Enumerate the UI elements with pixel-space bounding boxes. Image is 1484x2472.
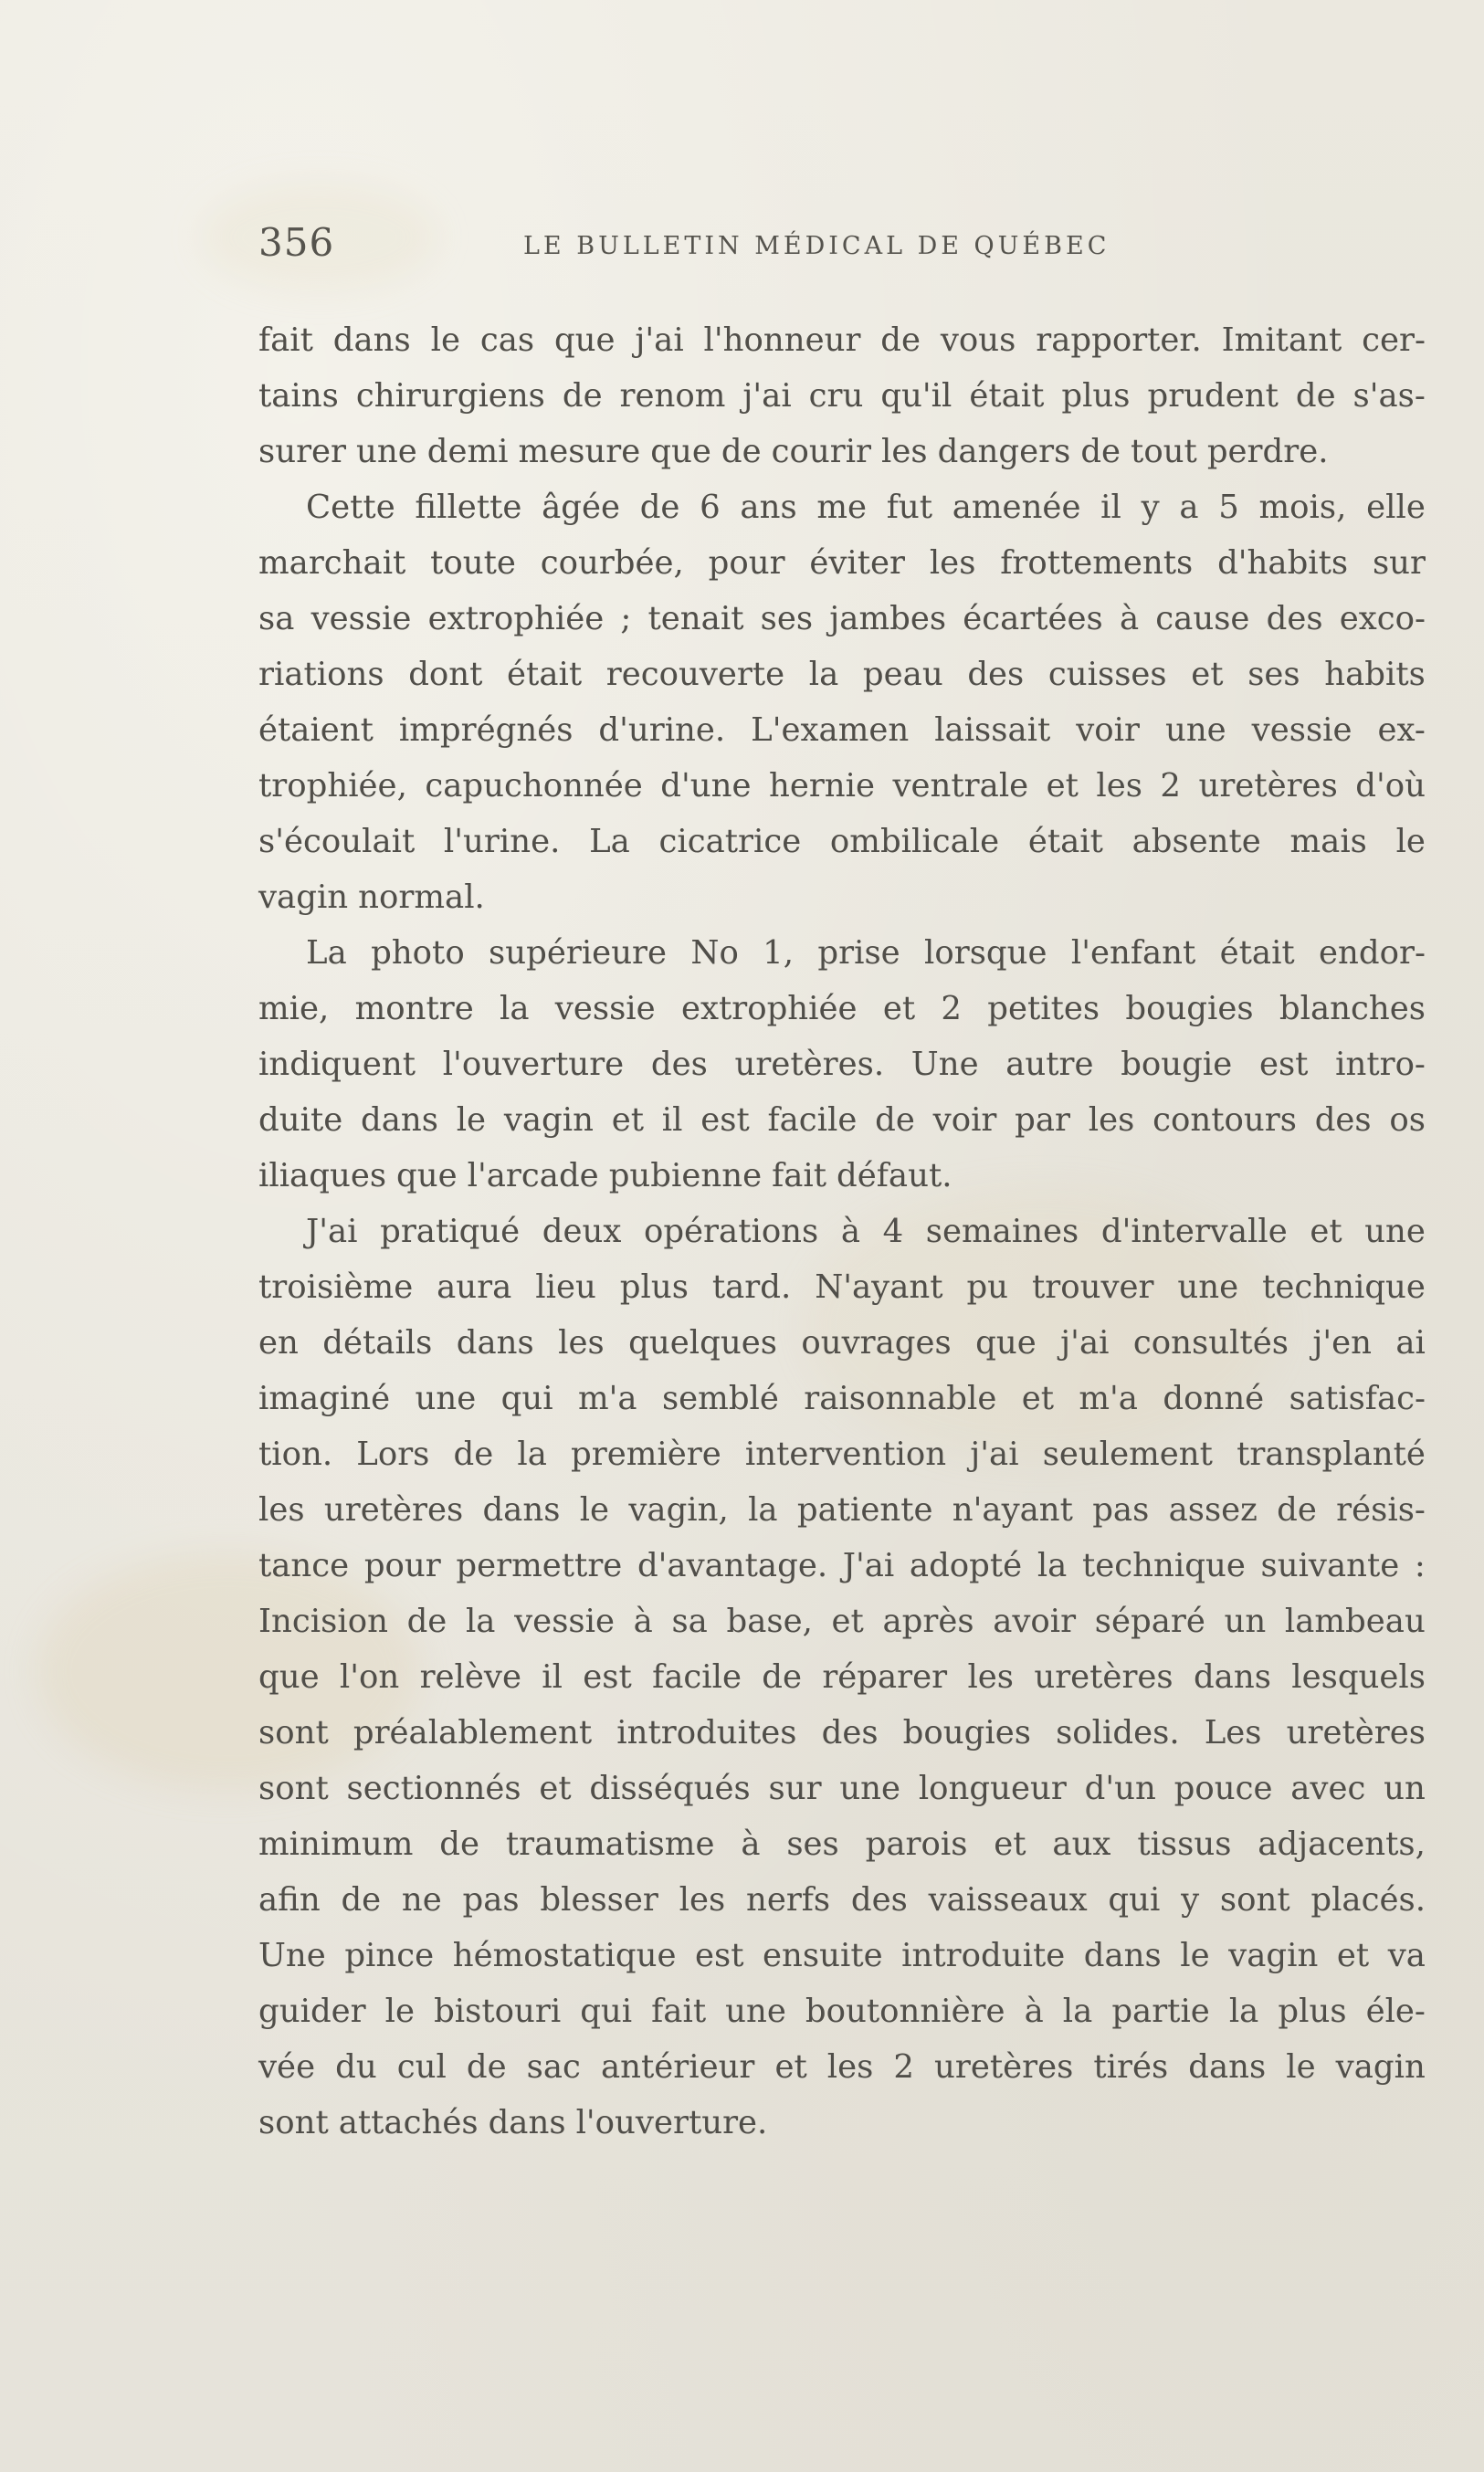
text-line: vée du cul de sac antérieur et les 2 uretères tirés dans le vagin [258, 2048, 1426, 2086]
text-line: tains chirurgiens de renom j'ai cru qu'il était plus prudent de s'as- [258, 377, 1426, 415]
page-header [258, 216, 1208, 270]
text-line: mie, montre la vessie extrophiée et 2 petites bougies blanches [258, 990, 1426, 1027]
text-line: sa vessie extrophiée ; tenait ses jambes écartées à cause des exco- [258, 600, 1426, 637]
paragraph [258, 1204, 1426, 2151]
text-line: vagin normal. [258, 878, 485, 916]
text-line: étaient imprégnés d'urine. L'examen laissait voir une vessie ex- [258, 711, 1426, 749]
text-line: que l'on relève il est facile de réparer les uretères dans lesquels [258, 1658, 1426, 1696]
text-line: afin de ne pas blesser les nerfs des vaisseaux qui y sont placés. [258, 1881, 1426, 1919]
article-body [258, 312, 1426, 2151]
text-line: troisième aura lieu plus tard. N'ayant pu trouver une technique [258, 1268, 1426, 1306]
running-title: LE BULLETIN MÉDICAL DE QUÉBEC [523, 232, 1110, 260]
text-line: tance pour permettre d'avantage. J'ai adopté la technique suivante : [258, 1547, 1426, 1584]
text-line: marchait toute courbée, pour éviter les frottements d'habits sur [258, 544, 1426, 582]
text-line: Cette fillette âgée de 6 ans me fut amenée il y a 5 mois, elle [306, 489, 1426, 526]
text-line: Une pince hémostatique est ensuite introduite dans le vagin et va [258, 1937, 1426, 1974]
text-line: minimum de traumatisme à ses parois et aux tissus adjacents, [258, 1825, 1426, 1863]
paragraph [258, 925, 1426, 1204]
text-line: s'écoulait l'urine. La cicatrice ombilicale était absente mais le [258, 823, 1426, 860]
text-line: tion. Lors de la première intervention j'ai seulement transplanté [258, 1436, 1426, 1473]
text-line: fait dans le cas que j'ai l'honneur de vous rapporter. Imitant cer- [258, 321, 1426, 359]
paragraph [258, 479, 1426, 925]
text-line: sont attachés dans l'ouverture. [258, 2104, 768, 2141]
text-line: La photo supérieure No 1, prise lorsque l'enfant était endor- [306, 934, 1426, 972]
text-line: imaginé une qui m'a semblé raisonnable et m'a donné satisfac- [258, 1380, 1426, 1417]
text-line: J'ai pratiqué deux opérations à 4 semaines d'intervalle et une [306, 1213, 1426, 1250]
text-line: en détails dans les quelques ouvrages que j'ai consultés j'en ai [258, 1324, 1426, 1362]
text-line: guider le bistouri qui fait une boutonnière à la partie la plus éle- [258, 1993, 1426, 2030]
text-line: duite dans le vagin et il est facile de voir par les contours des os [258, 1101, 1426, 1139]
text-line: sont préalablement introduites des bougies solides. Les uretères [258, 1714, 1426, 1751]
paragraph [258, 312, 1426, 479]
text-line: iliaques que l'arcade pubienne fait défaut. [258, 1157, 952, 1194]
text-line: riations dont était recouverte la peau des cuisses et ses habits [258, 656, 1426, 693]
page-number: 356 [258, 220, 335, 265]
text-line: les uretères dans le vagin, la patiente n'ayant pas assez de résis- [258, 1491, 1426, 1529]
text-line: indiquent l'ouverture des uretères. Une autre bougie est intro- [258, 1046, 1426, 1083]
text-line: sont sectionnés et disséqués sur une longueur d'un pouce avec un [258, 1770, 1426, 1807]
text-line: surer une demi mesure que de courir les dangers de tout perdre. [258, 433, 1329, 470]
text-line: Incision de la vessie à sa base, et après avoir séparé un lambeau [258, 1603, 1426, 1640]
text-line: trophiée, capuchonnée d'une hernie ventrale et les 2 uretères d'où [258, 767, 1426, 805]
